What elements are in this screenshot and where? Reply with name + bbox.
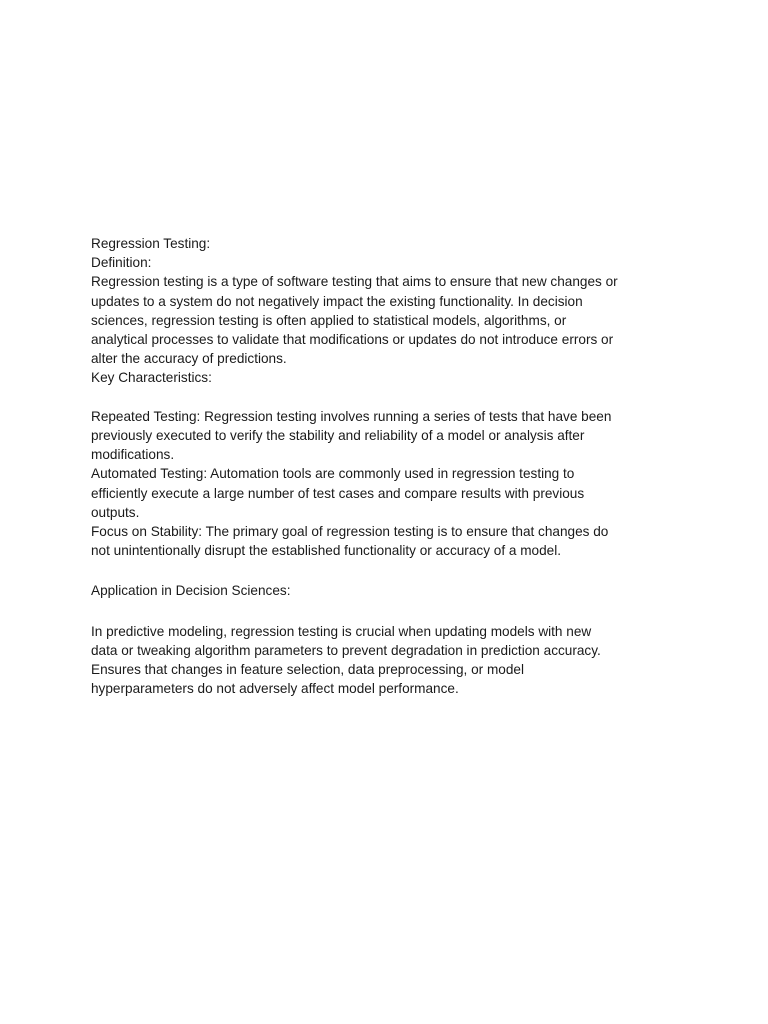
spacer [91,601,621,622]
spacer [91,388,621,407]
application-feature-selection: Ensures that changes in feature selection, data preprocessing, or model hyperparameters do not adversely affect model performance. [91,662,524,697]
definition-paragraph: Regression testing is a type of software testing that aims to ensure that new changes or updates to a system do not negatively impact the existing functionality. In decision sciences, regression testing is often applied to statistical models, algorithms, or analytical processes to validate that modifications or updates do not introduce errors or alter the accuracy of predictions. [91,274,618,367]
characteristic-automated-testing: Automated Testing: Automation tools are commonly used in regression testing to efficiently execute a large number of test cases and compare results with previous outputs. [91,466,585,520]
application-heading: Application in Decision Sciences: [91,583,291,599]
characteristic-repeated-testing: Repeated Testing: Regression testing involves running a series of tests that have been previously executed to verify the stability and reliability of a model or analysis after modifications. [91,408,612,463]
application-predictive-modeling: In predictive modeling, regression testing is crucial when updating models with new data or tweaking algorithm parameters to prevent degradation in prediction accuracy. [91,623,601,658]
definition-heading: Definition: [91,255,152,271]
key-characteristics-heading: Key Characteristics: [91,370,212,386]
document-body [91,234,621,698]
characteristic-focus-on-stability: Focus on Stability: The primary goal of regression testing is to ensure that changes do not unintentionally disrupt the established functionality or accuracy of a model. [91,524,609,559]
spacer [91,560,621,581]
document-title: Regression Testing: [91,236,211,251]
